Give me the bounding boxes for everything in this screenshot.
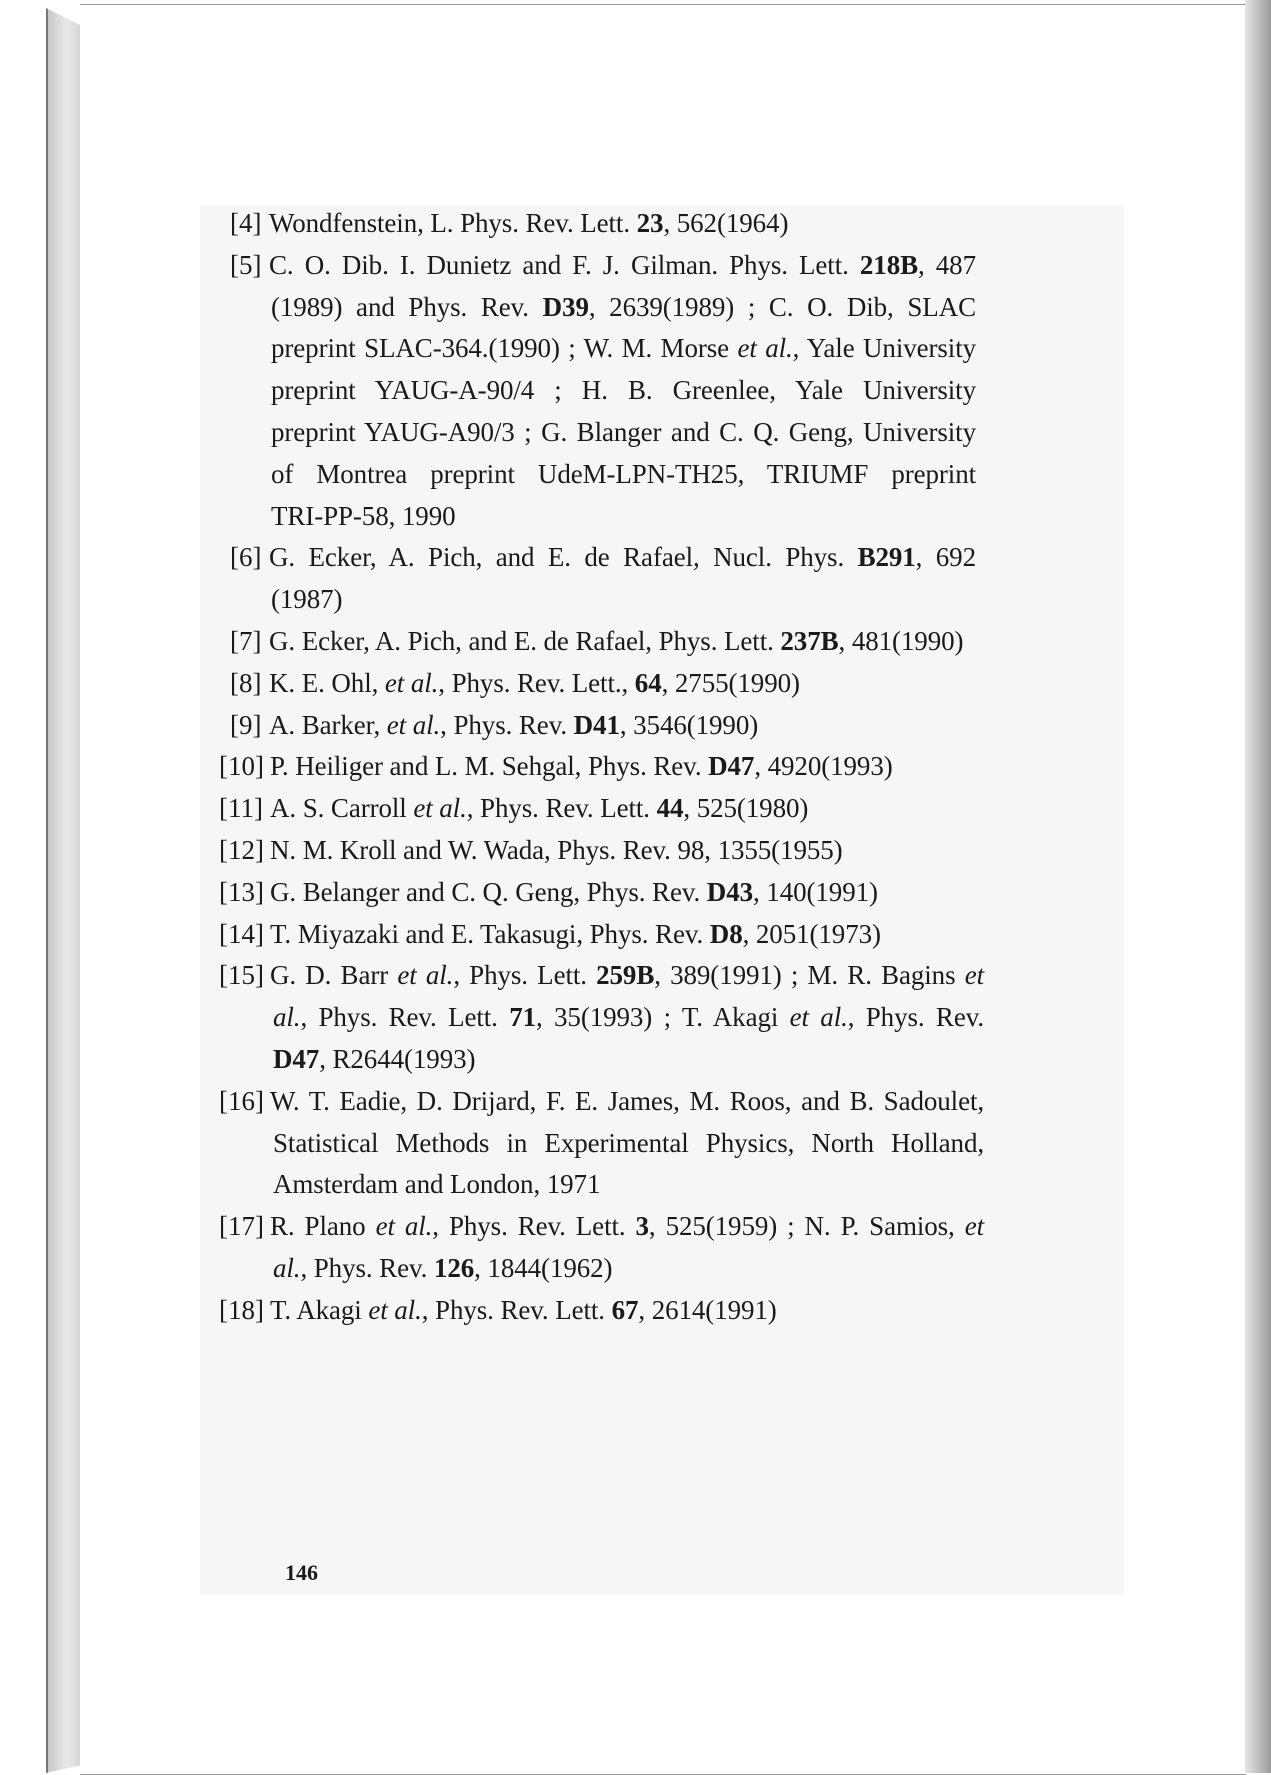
reference-number: [5] bbox=[230, 249, 262, 280]
citation-text: , 525(1980) bbox=[683, 793, 809, 824]
citation-text: , Phys. Rev. Lett. bbox=[466, 793, 657, 824]
citation-text: , Phys. Rev. Lett. bbox=[432, 1211, 636, 1242]
citation-text: , 2755(1990) bbox=[661, 667, 800, 698]
et-al-text: et al. bbox=[386, 709, 441, 740]
reference-number: [16] bbox=[219, 1085, 264, 1116]
citation-text: , 3546(1990) bbox=[619, 709, 759, 740]
citation-text: N. M. Kroll and W. Wada, Phys. Rev. 98, 1355(1955) bbox=[270, 835, 843, 865]
et-al-text: et al. bbox=[737, 333, 793, 364]
citation-text: , Phys. Rev. bbox=[847, 1002, 985, 1033]
citation-text: C. O. Dib. I. Dunietz and F. J. Gilman. Phys. Lett. bbox=[269, 249, 860, 280]
volume-number: 126 bbox=[433, 1253, 475, 1283]
citation-text: P. Heiliger and L. M. Sehgal, Phys. Rev. bbox=[270, 751, 709, 782]
citation-text: , Phys. Rev. Lett., bbox=[438, 667, 635, 698]
volume-number: 64 bbox=[634, 667, 662, 698]
reference-number: [17] bbox=[219, 1211, 264, 1242]
citation-text: , 389(1991) ; M. R. Bagins bbox=[654, 960, 965, 991]
reference-line bbox=[269, 242, 976, 289]
reference-line bbox=[273, 1036, 475, 1083]
reference-line bbox=[271, 367, 976, 414]
et-al-text: et al. bbox=[375, 1211, 433, 1242]
citation-text: , Yale University bbox=[792, 333, 977, 364]
reference-number: [12] bbox=[219, 835, 264, 865]
page-number: 146 bbox=[285, 1560, 318, 1585]
volume-number: 237B bbox=[780, 626, 839, 656]
reference-line bbox=[269, 660, 800, 707]
citation-text: , 2614(1991) bbox=[638, 1294, 777, 1325]
reference-number: [18] bbox=[219, 1294, 264, 1325]
volume-number: 67 bbox=[611, 1294, 639, 1325]
citation-text: G. Belanger and C. Q. Geng, Phys. Rev. bbox=[270, 876, 707, 907]
reference-number: [4] bbox=[230, 208, 262, 238]
citation-text: , Phys. Rev. bbox=[300, 1253, 434, 1283]
reference-number: [6] bbox=[230, 542, 262, 573]
citation-text: A. S. Carroll bbox=[270, 793, 414, 824]
citation-text: , Phys. Rev. Lett. bbox=[300, 1002, 510, 1033]
citation-text: , R2644(1993) bbox=[319, 1044, 476, 1074]
reference-line bbox=[273, 994, 984, 1041]
reference-line bbox=[271, 451, 976, 498]
reference-number: [14] bbox=[219, 918, 264, 949]
et-al-text: et al. bbox=[368, 1294, 422, 1325]
reference-line bbox=[270, 785, 808, 832]
reference-line bbox=[269, 618, 963, 665]
reference-number: [9] bbox=[230, 709, 262, 740]
reference-line bbox=[270, 827, 843, 874]
reference-line bbox=[273, 1161, 600, 1208]
reference-line bbox=[273, 1245, 612, 1292]
citation-text: , Phys. Rev. Lett. bbox=[421, 1294, 612, 1325]
reference-line bbox=[269, 702, 758, 749]
reference-line bbox=[269, 200, 788, 247]
volume-number: D39 bbox=[542, 291, 589, 322]
reference-line bbox=[270, 869, 878, 916]
volume-number: B291 bbox=[857, 542, 916, 573]
reference-line bbox=[271, 325, 976, 372]
reference-line bbox=[269, 534, 976, 581]
et-al-text: et bbox=[964, 1211, 984, 1242]
volume-number: 3 bbox=[635, 1211, 649, 1242]
volume-number: 218B bbox=[859, 249, 918, 280]
citation-text: W. T. Eadie, D. Drijard, F. E. James, M. Roos, and B. Sadoulet, bbox=[270, 1085, 984, 1116]
citation-text: , 4920(1993) bbox=[754, 751, 893, 782]
citation-text: G. D. Barr bbox=[270, 960, 398, 991]
reference-line bbox=[271, 576, 342, 623]
reference-line bbox=[271, 493, 456, 540]
citation-text: Statistical Methods in Experimental Physics, North Holland, bbox=[273, 1127, 984, 1158]
reference-line bbox=[270, 1287, 777, 1334]
citation-text: A. Barker, bbox=[269, 709, 387, 740]
citation-text: (1989) and Phys. Rev. bbox=[271, 291, 543, 322]
et-al-text: et al. bbox=[384, 667, 439, 698]
citation-text: T. Miyazaki and E. Takasugi, Phys. Rev. bbox=[270, 918, 710, 949]
reference-line bbox=[270, 911, 881, 958]
citation-text: , 562(1964) bbox=[663, 208, 789, 238]
volume-number: D8 bbox=[709, 918, 743, 949]
volume-number: 44 bbox=[656, 793, 684, 824]
citation-text: preprint YAUG-A90/3 ; G. Blanger and C. Q. Geng, University bbox=[271, 417, 976, 447]
et-al-text: et al. bbox=[413, 793, 467, 824]
citation-text: preprint SLAC-364.(1990) ; W. M. Morse bbox=[271, 333, 738, 364]
reference-line bbox=[270, 1203, 984, 1250]
reference-line bbox=[271, 409, 976, 456]
citation-text: T. Akagi bbox=[270, 1294, 369, 1325]
citation-text: K. E. Ohl, bbox=[269, 667, 385, 698]
reference-number: [8] bbox=[230, 667, 262, 698]
citation-text: (1987) bbox=[271, 584, 343, 615]
citation-text: Wondfenstein, L. Phys. Rev. Lett. bbox=[269, 208, 637, 238]
citation-text: , 35(1993) ; T. Akagi bbox=[536, 1002, 790, 1033]
citation-text: G. Ecker, A. Pich, and E. de Rafael, Nucl. Phys. bbox=[269, 542, 858, 573]
reference-number: [7] bbox=[230, 626, 262, 656]
citation-text: , Phys. Lett. bbox=[453, 960, 597, 991]
reference-number: [11] bbox=[219, 793, 263, 824]
reference-number: [15] bbox=[219, 960, 264, 991]
citation-text: TRI-PP-58, 1990 bbox=[271, 500, 456, 531]
volume-number: 71 bbox=[509, 1002, 536, 1033]
et-al-text: et al. bbox=[397, 960, 454, 991]
citation-text: of Montrea preprint UdeM-LPN-TH25, TRIUMF preprint bbox=[271, 458, 976, 489]
volume-number: 23 bbox=[636, 208, 664, 238]
reference-number: [13] bbox=[219, 876, 264, 907]
volume-number: D41 bbox=[573, 709, 620, 740]
et-al-text: et bbox=[964, 960, 985, 991]
et-al-text: al. bbox=[273, 1253, 301, 1283]
reference-line bbox=[271, 284, 976, 331]
citation-text: , Phys. Rev. bbox=[440, 709, 574, 740]
citation-text: , 2639(1989) ; C. O. Dib, SLAC bbox=[588, 291, 977, 322]
citation-text: , 481(1990) bbox=[838, 626, 964, 656]
reference-line bbox=[270, 952, 984, 999]
citation-text: , 525(1959) ; N. P. Samios, bbox=[648, 1211, 965, 1242]
book-spine bbox=[46, 0, 82, 1773]
reference-line bbox=[270, 743, 893, 790]
citation-text: , 2051(1973) bbox=[742, 918, 881, 949]
citation-text: R. Plano bbox=[270, 1211, 376, 1242]
citation-text: , 140(1991) bbox=[753, 876, 878, 907]
citation-text: Amsterdam and London, 1971 bbox=[273, 1169, 601, 1200]
reference-line bbox=[270, 1078, 984, 1125]
citation-text: , 487 bbox=[918, 249, 976, 280]
citation-text: preprint YAUG-A-90/4 ; H. B. Greenlee, Yale University bbox=[271, 375, 976, 406]
page-edge bbox=[1245, 0, 1271, 1773]
et-al-text: al. bbox=[273, 1002, 301, 1033]
volume-number: 259B bbox=[596, 960, 655, 991]
volume-number: D43 bbox=[706, 876, 753, 907]
volume-number: D47 bbox=[273, 1044, 320, 1074]
citation-text: , 692 bbox=[915, 542, 976, 573]
volume-number: D47 bbox=[708, 751, 755, 782]
citation-text: G. Ecker, A. Pich, and E. de Rafael, Phys. Lett. bbox=[269, 626, 781, 656]
et-al-text: et al. bbox=[789, 1002, 848, 1033]
citation-text: , 1844(1962) bbox=[474, 1253, 613, 1283]
reference-line bbox=[273, 1120, 984, 1167]
reference-number: [10] bbox=[219, 751, 264, 782]
